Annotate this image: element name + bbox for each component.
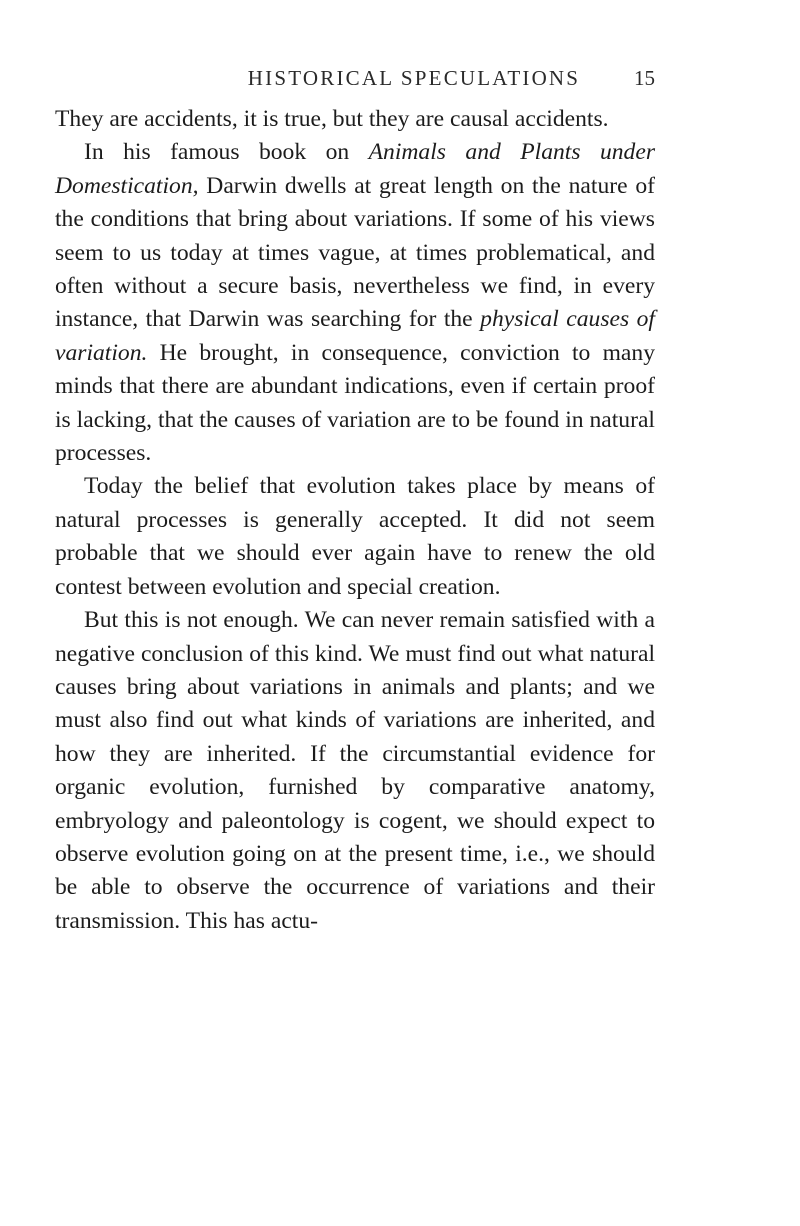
- emphasized-phrase: physical causes of variation.: [55, 306, 655, 366]
- paragraph-1: They are accidents, it is true, but they are causal accidents.: [55, 106, 609, 132]
- body-text: [55, 103, 655, 938]
- paragraph-2: [55, 136, 655, 470]
- running-head: HISTORICAL SPECULATIONS: [247, 66, 581, 90]
- book-title: Animals and Plants under Domestication,: [55, 139, 656, 199]
- paragraph-2-intro: In his famous book on: [84, 139, 369, 166]
- paragraph-3: Today the belief that evolution takes place by means of natural processes is generally accepted. It did not seem probable that we should ever again have to renew the old contest between evolution and special creation.: [55, 473, 655, 600]
- page-number: 15: [634, 66, 655, 90]
- paragraph-2-end: He brought, in consequence, conviction to many minds that there are abundant indications, even if certain proof is lacking, that the causes of variation are to be found in natural processes.: [55, 339, 655, 467]
- paragraph-4: But this is not enough. We can never remain satisfied with a negative conclusion of this kind. We must find out what natural causes bring about variations in animals and plants; and we must also find out what kinds of variations are inherited, and how they are inherited. If the circumstantial evidence for organic evolution, furnished by comparative anatomy, embryology and paleontology is cogent, we should expect to observe evolution going on at the present time, i.e., we should be able to observe the occurrence of variations and their transmission. This has actu-: [55, 607, 655, 934]
- paragraph-2-middle: Darwin dwells at great length on the nature of the conditions that bring about variations. If some of his views seem to us today at times vague, at times problematical, and often without a secure basis, nevertheless we find, in every instance, that Darwin was searching for the: [55, 172, 655, 333]
